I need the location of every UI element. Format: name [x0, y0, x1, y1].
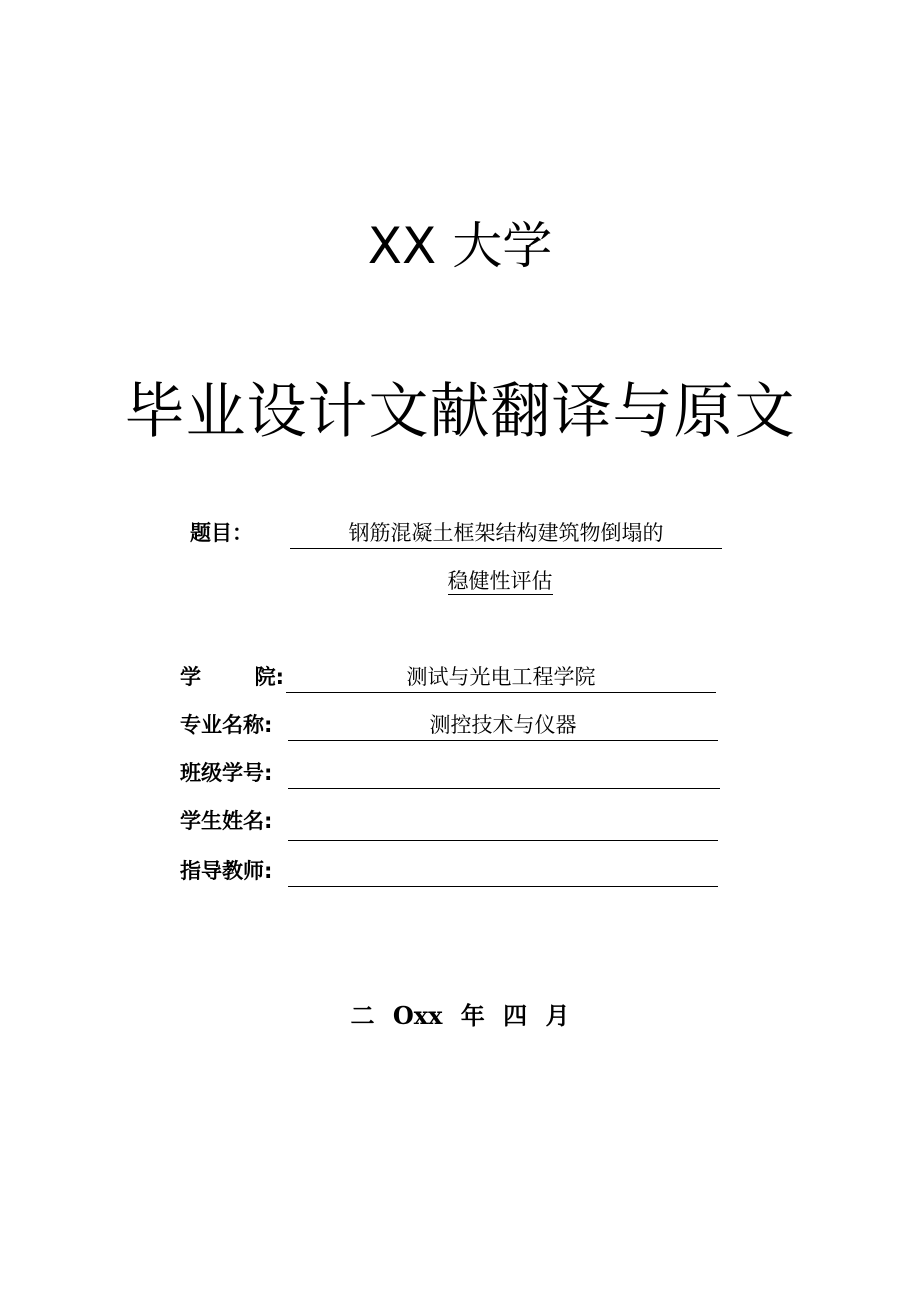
college-label-first: 学 [180, 665, 201, 689]
student-name-label: 学生姓名: [180, 809, 273, 833]
document-title: 毕业设计文献翻译与原文 [124, 377, 796, 447]
class-id-label: 班级学号: [180, 761, 273, 785]
university-name: XX 大学 [367, 217, 553, 275]
advisor-label: 指导教师: [180, 859, 273, 883]
topic-value-line1: 钢筋混凝土框架结构建筑物倒塌的 [290, 518, 722, 549]
topic-label: 题目： [190, 521, 253, 545]
class-id-value [288, 758, 720, 789]
major-value: 测控技术与仪器 [288, 710, 718, 741]
college-label-second: 院: [254, 665, 284, 689]
college-label [180, 662, 284, 692]
submission-date: 二 Oxx 年 四 月 [350, 1001, 570, 1030]
topic-value-line2 [290, 566, 710, 596]
major-label: 专业名称: [180, 713, 273, 737]
student-name-value [288, 810, 718, 841]
topic-value-line2-text: 稳健性评估 [447, 569, 553, 593]
advisor-value [288, 856, 718, 887]
college-value: 测试与光电工程学院 [286, 662, 716, 693]
